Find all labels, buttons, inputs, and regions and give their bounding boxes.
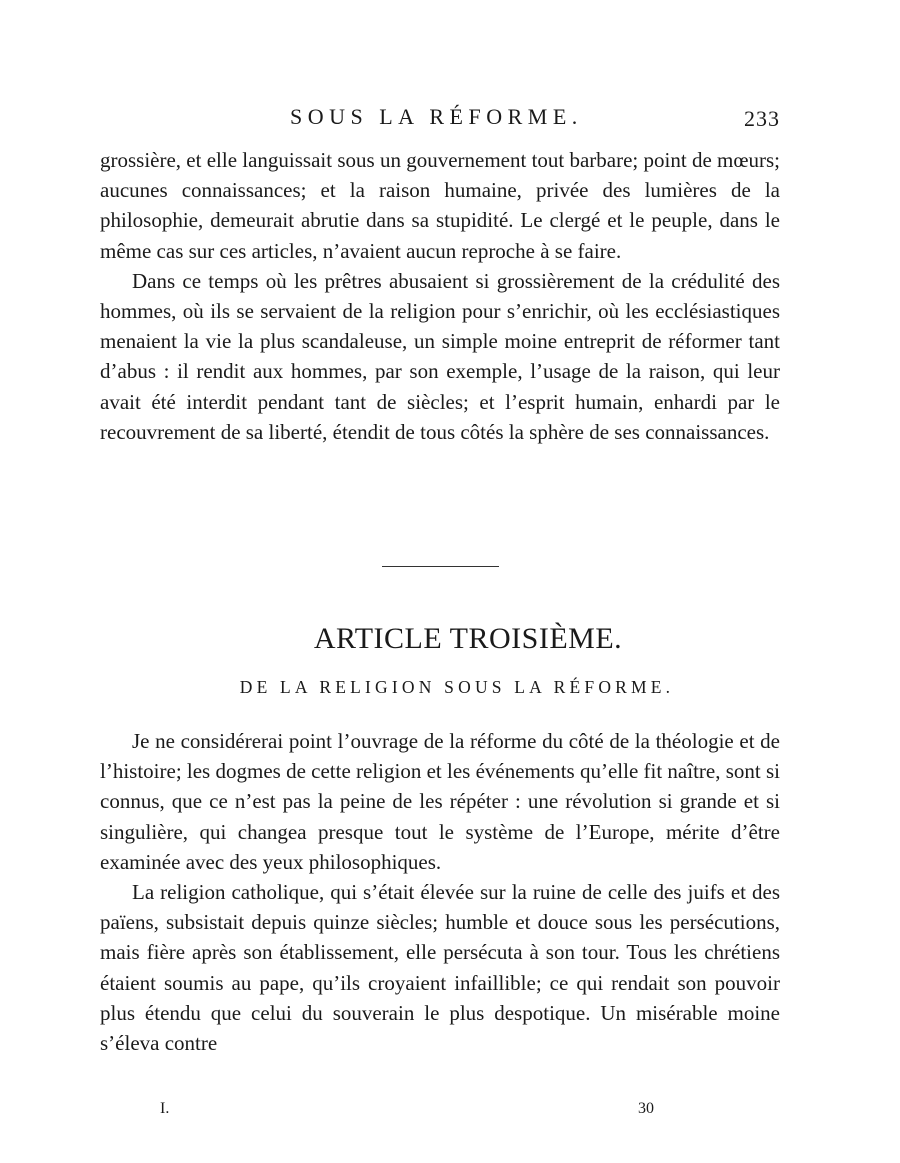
article-heading: ARTICLE TROISIÈME. (313, 622, 623, 655)
page-number: 233 (744, 106, 780, 131)
running-head (0, 104, 900, 134)
top-text-block (100, 145, 780, 447)
paragraph: Je ne considérerai point l’ouvrage de la réforme du côté de la théologie et de l’histoire; les dogmes de cette religion et les événements qu’elle fit naître, sont si connus, que ce n’est pas la peine de les répéter : une révolution si grande et si singulière, qui changea presque tout le système de l’Europe, mérite d’être examinée avec des yeux philosophiques. (100, 729, 780, 874)
paragraph: La religion catholique, qui s’était élevée sur la ruine de celle des juifs et des païens, subsistait depuis quinze siècles; humble et douce sous les persécutions, mais fière après son établissement, elle persécuta à son tour. Tous les chrétiens étaient soumis au pape, qu’ils croyaient infaillible; ce qui rendait son pouvoir plus étendu que celui du souverain le plus despotique. Un misérable moine s’éleva contre (100, 880, 780, 1056)
page-footer (0, 1100, 900, 1124)
folio-number: 30 (638, 1100, 654, 1117)
paragraph: Dans ce temps où les prêtres abusaient si grossièrement de la crédulité des hommes, où ils se servaient de la religion pour s’enrichir, où les ecclésiastiques menaient la vie la plus scandaleuse, un simple moine entreprit de réformer tant d’abus : il rendit aux hommes, par son exemple, l’usage de la raison, qui leur avait été interdit pendant tant de siècles; et l’esprit humain, enhardi par le recouvrement de sa liberté, étendit de tous côtés la sphère de ses connaissances. (100, 268, 780, 444)
continuation-paragraph: grossière, et elle languissait sous un gouvernement tout barbare; point de mœurs; aucunes connaissances; et la raison humaine, privée des lumières de la philosophie, demeurait abrutie dans sa stupidité. Le clergé et le peuple, dans le même cas sur ces articles, n’avaient aucun reproche à se faire. (100, 148, 781, 263)
article-text-block (100, 726, 780, 1058)
signature-mark: I. (160, 1100, 170, 1117)
section-divider (382, 566, 499, 567)
article-subheading: DE LA RELIGION SOUS LA RÉFORME. (239, 677, 675, 697)
running-title: SOUS LA RÉFORME. (290, 104, 583, 129)
